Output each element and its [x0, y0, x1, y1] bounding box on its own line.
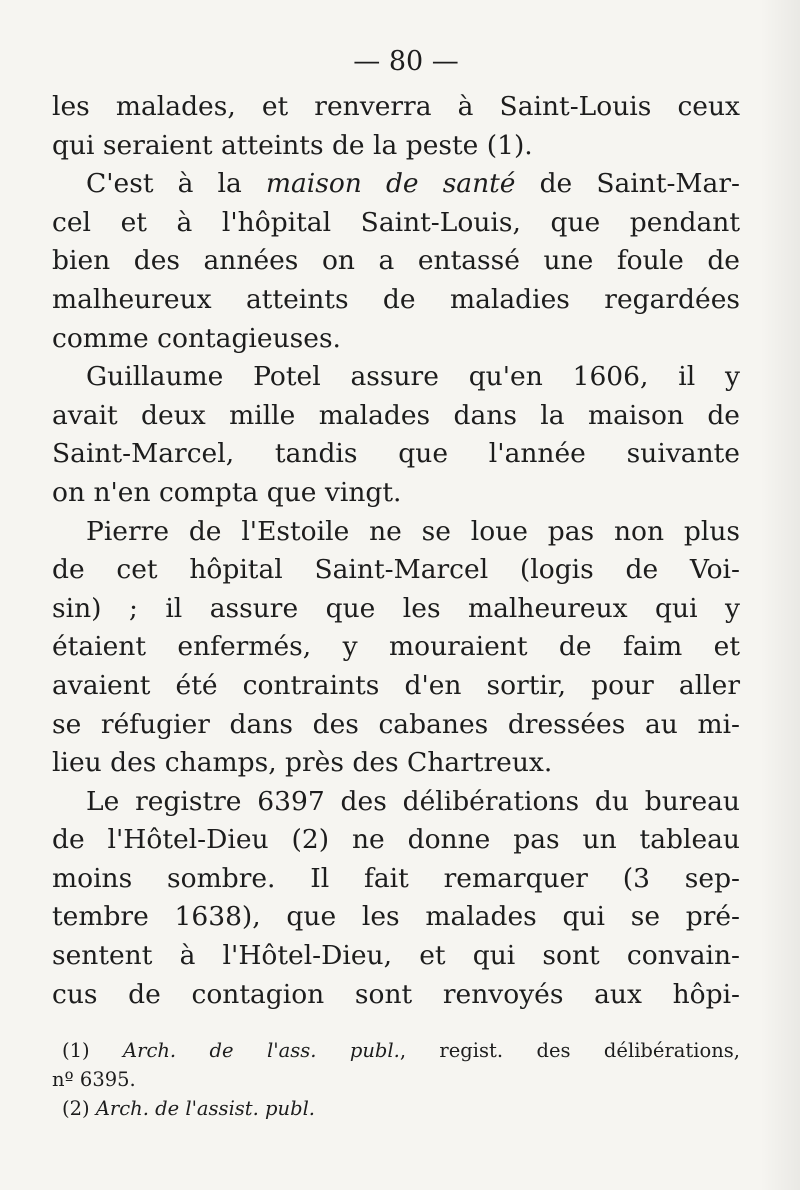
- footnotes: [52, 1036, 740, 1123]
- text-line: de cet hôpital Saint-Marcel (logis de Voi-: [52, 554, 740, 586]
- footnote-text: , regist. des délibérations,: [399, 1039, 740, 1063]
- text-line: tembre 1638), que les malades qui se pré-: [52, 901, 740, 933]
- footnote-mark: (1): [62, 1039, 124, 1063]
- text-line: cus de contagion sont renvoyés aux hôpi-: [52, 978, 740, 1010]
- text-line: malheureux atteints de maladies regardées: [52, 283, 740, 315]
- footnote-line: [62, 1036, 740, 1065]
- paragraph-2: [52, 165, 740, 358]
- text-line: [52, 165, 740, 204]
- text-line: avaient été contraints d'en sortir, pour aller: [52, 669, 740, 701]
- paragraph-3: [52, 358, 740, 512]
- text-line: Le registre 6397 des délibérations du bureau: [86, 785, 740, 817]
- footnote-source: Arch. de l'assist. publ.: [95, 1097, 316, 1121]
- body-text: [52, 88, 740, 1014]
- text-line: sin) ; il assure que les malheureux qui y: [52, 592, 740, 624]
- text-line: lieu des champs, près des Chartreux.: [52, 747, 553, 779]
- text-line: étaient enfermés, y mouraient de faim et: [52, 631, 740, 663]
- paragraph-5: [52, 783, 740, 1015]
- footnote-continuation: nº 6395.: [52, 1068, 136, 1092]
- page-edge-shadow: [760, 0, 800, 1190]
- paragraph-4: [52, 513, 740, 783]
- footnote-source: Arch. de l'ass. publ.: [123, 1039, 400, 1063]
- text-line: qui seraient atteints de la peste (1).: [52, 129, 533, 161]
- text-run: C'est à la: [86, 168, 266, 200]
- footnote-line: [62, 1094, 740, 1123]
- text-line: moins sombre. Il fait remarquer (3 sep-: [52, 862, 740, 894]
- text-run: de Saint-Mar-: [515, 168, 740, 200]
- footnote-1: [52, 1036, 740, 1094]
- page-number: — 80 —: [353, 46, 459, 77]
- italic-phrase: maison de santé: [265, 168, 516, 200]
- text-line: se réfugier dans des cabanes dressées au mi-: [52, 708, 740, 740]
- text-line: les malades, et renverra à Saint-Louis ceux: [52, 91, 740, 122]
- text-line: cel et à l'hôpital Saint-Louis, que pendant: [52, 206, 740, 238]
- text-line: Guillaume Potel assure qu'en 1606, il y: [86, 361, 740, 393]
- text-line: de l'Hôtel-Dieu (2) ne donne pas un tableau: [52, 824, 740, 856]
- text-line: avait deux mille malades dans la maison de: [52, 399, 740, 431]
- text-line: bien des années on a entassé une foule de: [52, 245, 740, 277]
- footnote-mark: (2): [62, 1097, 96, 1121]
- text-line: on n'en compta que vingt.: [52, 476, 402, 508]
- text-line: Saint-Marcel, tandis que l'année suivante: [52, 438, 740, 470]
- text-line: comme contagieuses.: [52, 322, 341, 354]
- paragraph-1: [52, 88, 740, 165]
- footnote-2: [52, 1094, 740, 1123]
- text-line: sentent à l'Hôtel-Dieu, et qui sont convain-: [52, 940, 740, 972]
- text-line: Pierre de l'Estoile ne se loue pas non plus: [86, 515, 740, 547]
